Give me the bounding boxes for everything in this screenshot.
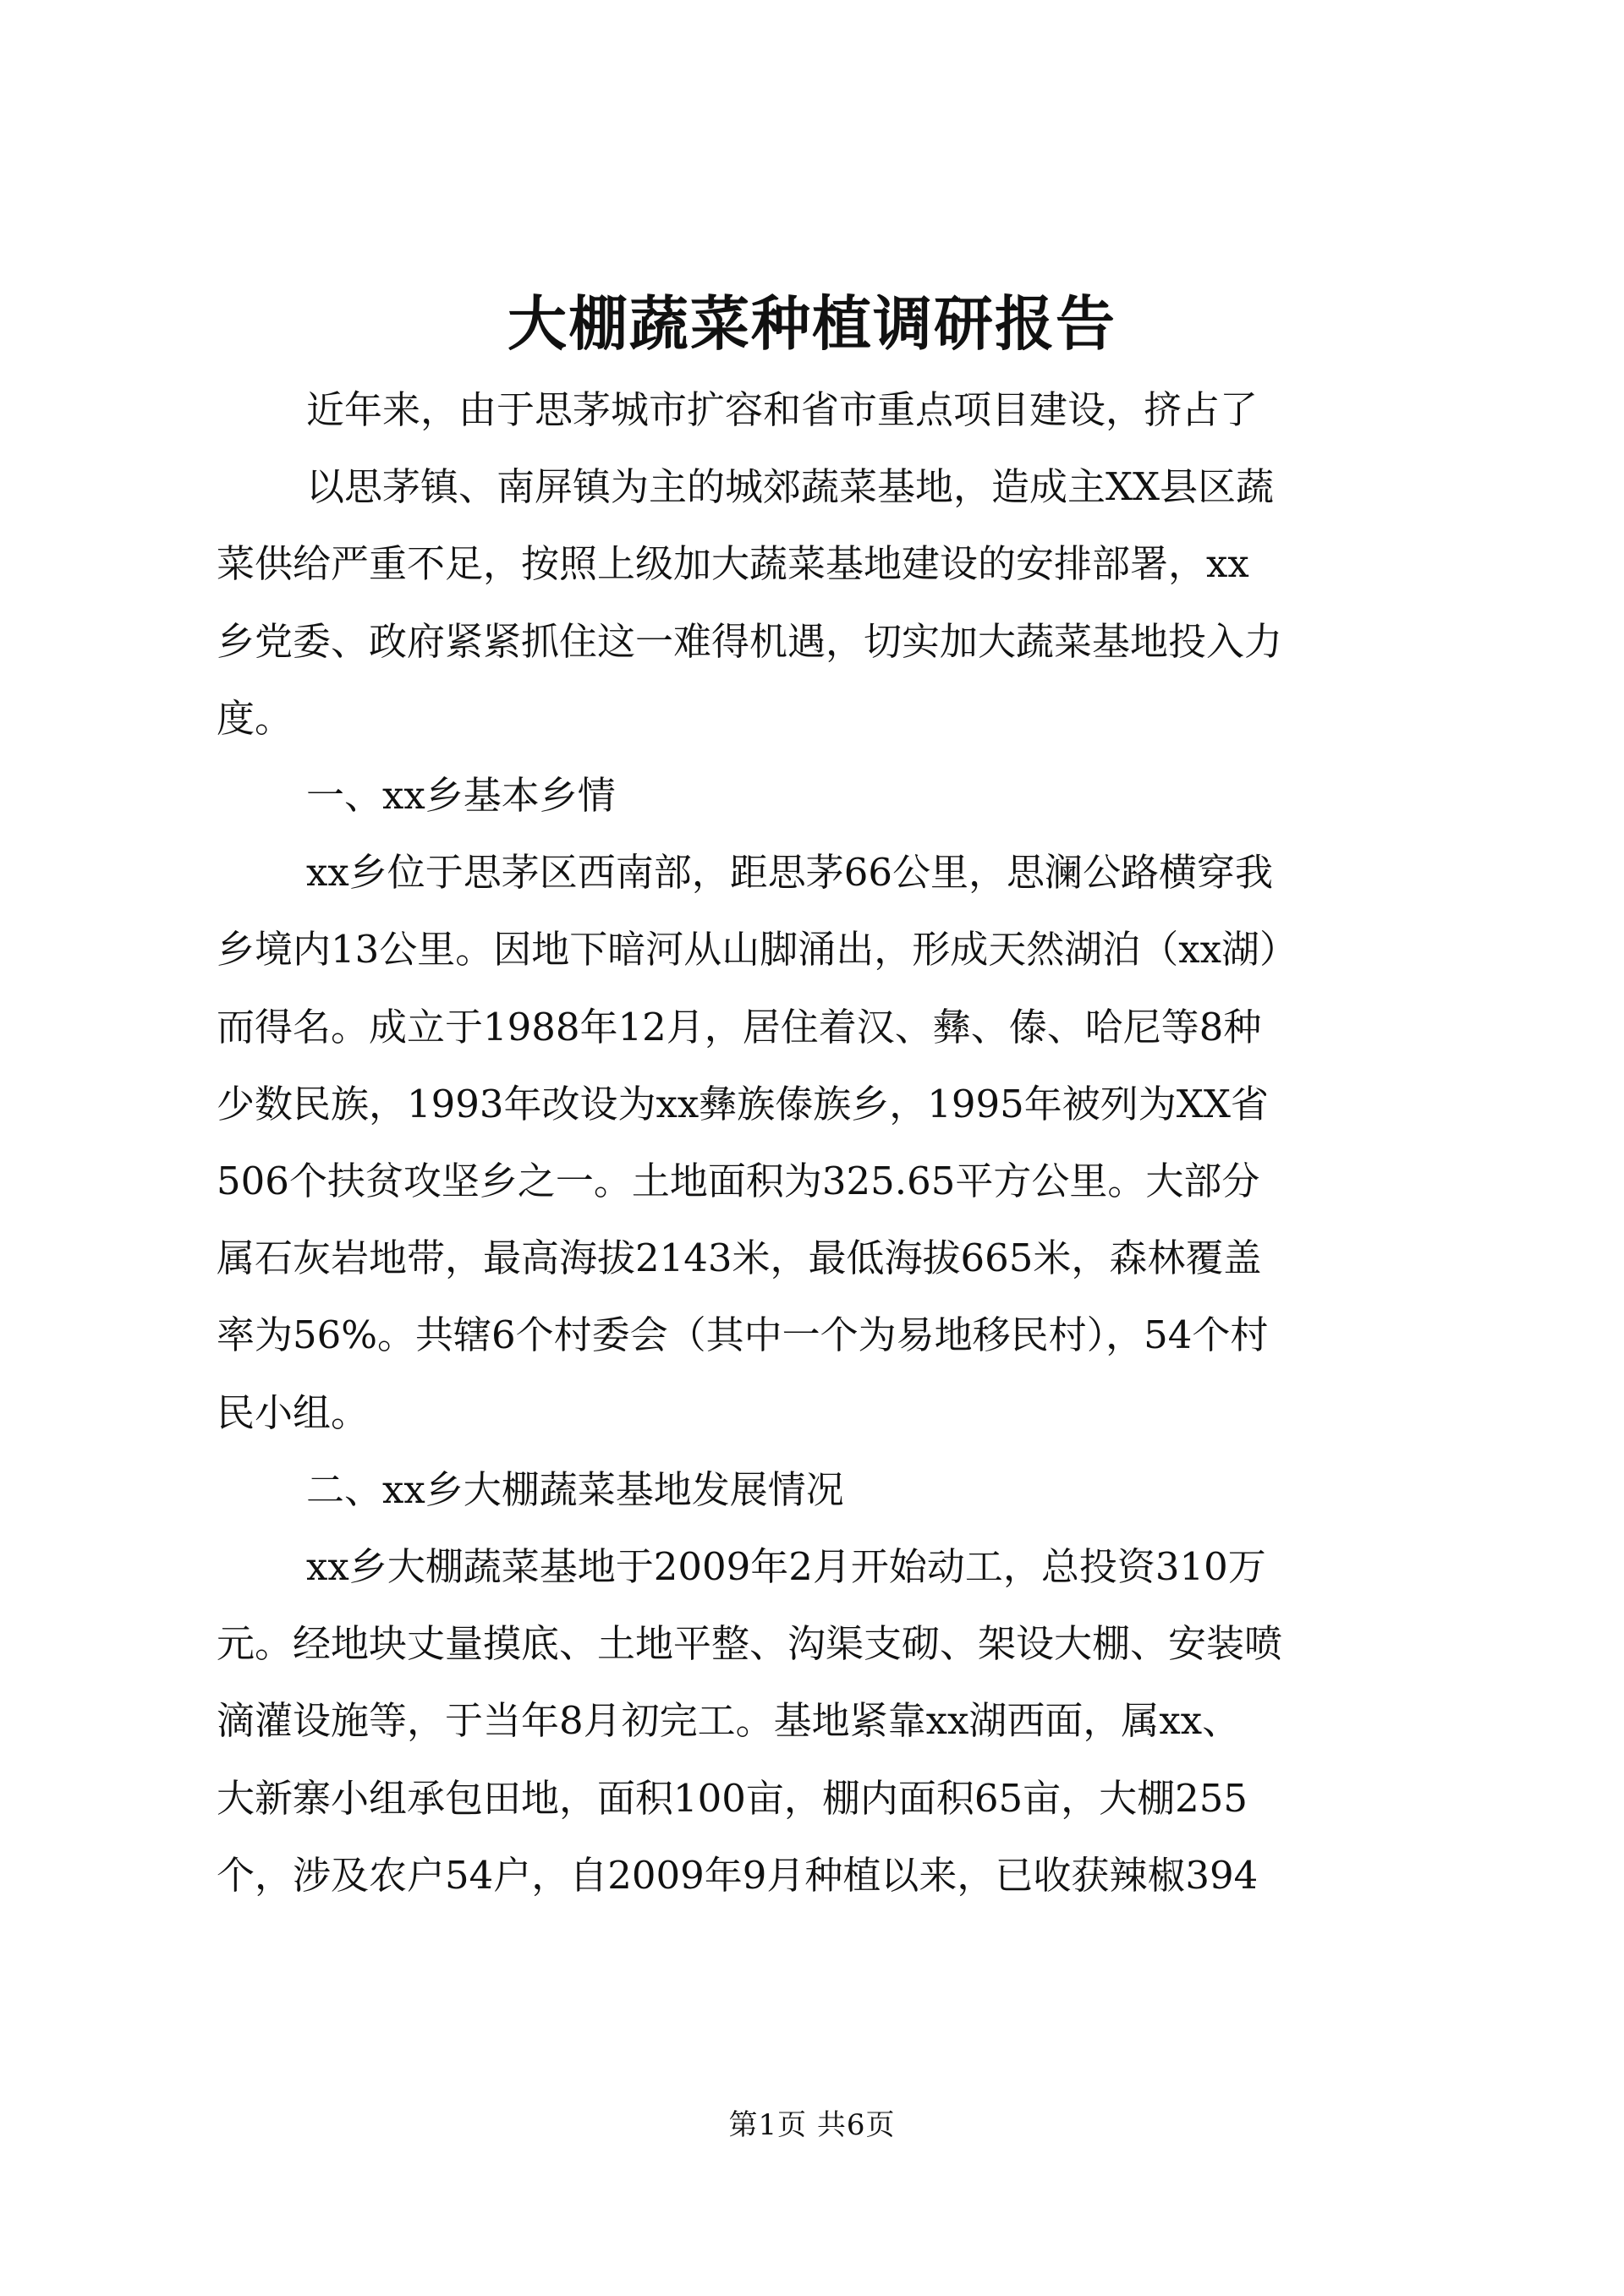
body-text-line: 率为56%。共辖6个村委会（其中一个为易地移民村），54个村 bbox=[217, 1312, 1269, 1357]
body-text-line: xx乡位于思茅区西南部，距思茅66公里，思澜公路横穿我 bbox=[306, 850, 1274, 895]
body-text-line: 一、xx乡基本乡情 bbox=[306, 773, 616, 818]
body-text-line: 以思茅镇、南屏镇为主的城郊蔬菜基地，造成主XX县区蔬 bbox=[306, 464, 1275, 509]
body-text-line: 度。 bbox=[217, 696, 294, 741]
body-text-line: 近年来，由于思茅城市扩容和省市重点项目建设，挤占了 bbox=[306, 387, 1259, 432]
document-title: 大棚蔬菜种植调研报告 bbox=[508, 288, 1116, 359]
body-text-line: 乡境内13公里。因地下暗河从山脚涌出，形成天然湖泊（xx湖） bbox=[217, 927, 1298, 972]
body-text-line: 元。经地块丈量摸底、土地平整、沟渠支砌、架设大棚、安装喷 bbox=[217, 1621, 1283, 1666]
body-text-line: 506个扶贫攻坚乡之一。土地面积为325.65平方公里。大部分 bbox=[217, 1159, 1260, 1203]
body-text-line: 少数民族，1993年改设为xx彝族傣族乡，1995年被列为XX省 bbox=[217, 1082, 1269, 1126]
body-text-line: 个，涉及农户54户，自2009年9月种植以来，已收获辣椒394 bbox=[217, 1853, 1259, 1898]
body-text-line: 乡党委、政府紧紧抓住这一难得机遇，切实加大蔬菜基地投入力 bbox=[217, 619, 1283, 664]
body-text-line: 大新寨小组承包田地，面积100亩，棚内面积65亩，大棚255 bbox=[217, 1776, 1248, 1821]
body-text-line: 菜供给严重不足，按照上级加大蔬菜基地建设的安排部署，xx bbox=[217, 541, 1249, 586]
body-text-line: 属石灰岩地带，最高海拔2143米，最低海拔665米，森林覆盖 bbox=[217, 1236, 1262, 1280]
page-footer: 第1页 共6页 bbox=[728, 2108, 896, 2142]
body-text-line: xx乡大棚蔬菜基地于2009年2月开始动工，总投资310万 bbox=[306, 1544, 1266, 1589]
body-text-line: 而得名。成立于1988年12月，居住着汉、彝、傣、哈尼等8种 bbox=[217, 1005, 1262, 1049]
body-text-line: 民小组。 bbox=[217, 1390, 370, 1435]
body-text-line: 滴灌设施等，于当年8月初完工。基地紧靠xx湖西面，属xx、 bbox=[217, 1698, 1241, 1743]
body-text-line: 二、xx乡大棚蔬菜基地发展情况 bbox=[306, 1467, 844, 1512]
